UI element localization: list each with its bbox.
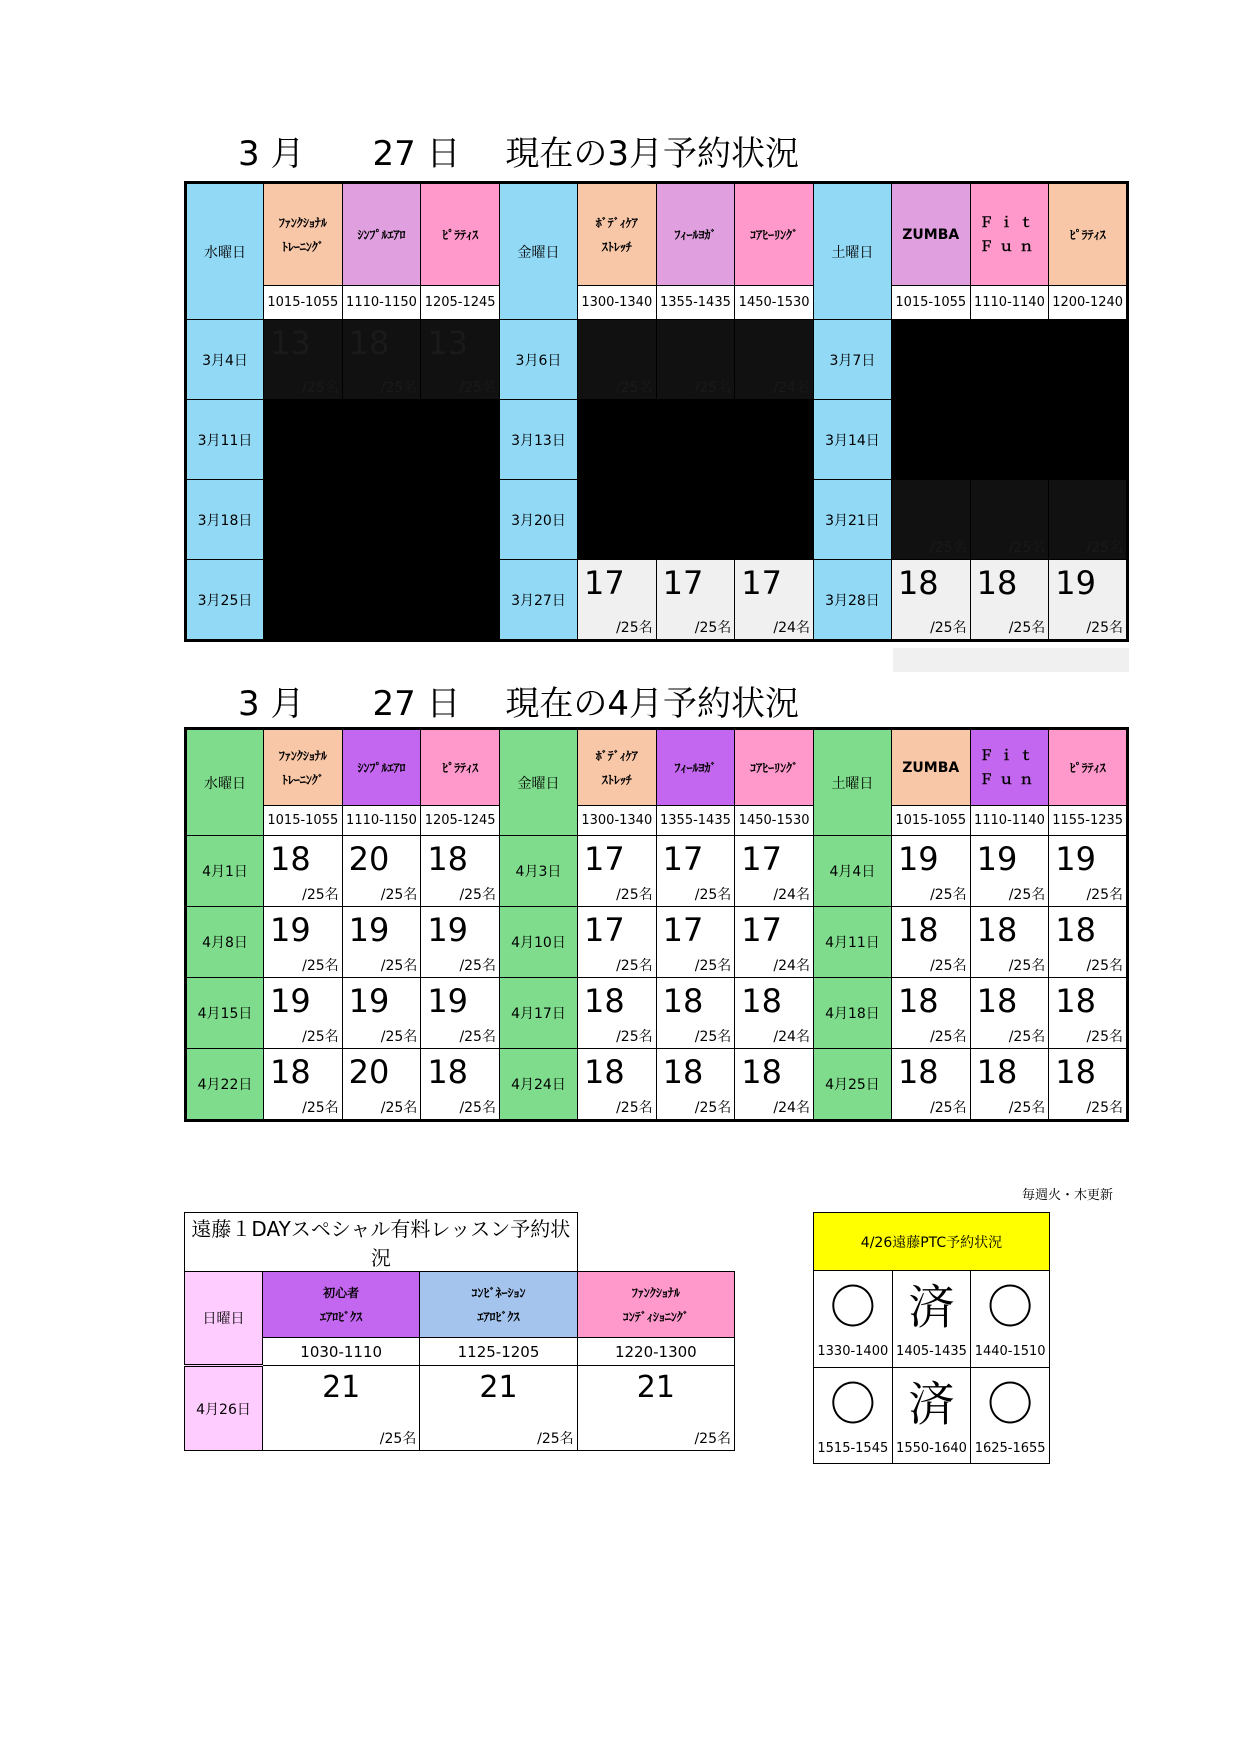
slot-capacity: /24名 xyxy=(773,958,810,974)
slot-cell xyxy=(577,480,656,560)
time: 1205-1245 xyxy=(421,286,500,320)
slot-cell xyxy=(577,320,656,400)
slot-cell xyxy=(891,560,970,641)
date: 3月13日 xyxy=(499,400,577,480)
slot-cell xyxy=(891,480,970,560)
slot-cell xyxy=(891,978,970,1049)
slot-capacity: /25名 xyxy=(1008,620,1046,636)
slot-cell xyxy=(342,480,421,560)
special-date: 4月26日 xyxy=(185,1366,263,1451)
slot-capacity: /24名 xyxy=(773,380,810,396)
march-title: 3 月 27 日 現在の3月予約状況 xyxy=(238,134,799,174)
slot-count: 18 xyxy=(583,1053,625,1091)
slot-capacity: /25名 xyxy=(930,620,967,636)
slot-capacity: /25名 xyxy=(302,1029,339,1045)
class-simple-aero: ｼﾝﾌﾟﾙｴｱﾛ xyxy=(342,183,421,286)
date: 3月14日 xyxy=(813,400,891,480)
slot-capacity: /25名 xyxy=(302,1100,339,1116)
day-sat: 土曜日 xyxy=(813,729,891,836)
slot-cell xyxy=(891,907,970,978)
slot-count: 19 xyxy=(1055,840,1096,878)
class-combination-aerobics: ｺﾝﾋﾞﾈｰｼｮﾝ ｴｱﾛﾋﾞｸｽ xyxy=(420,1272,577,1338)
class-zumba: ZUMBA xyxy=(891,183,970,286)
date: 3月4日 xyxy=(186,320,264,400)
slot-capacity: /25名 xyxy=(616,1100,653,1116)
slot-capacity: /25名 xyxy=(694,1029,732,1045)
slot-cell xyxy=(421,836,500,907)
time: 1110-1140 xyxy=(970,286,1049,320)
slot-cell xyxy=(421,1049,500,1121)
slot-count: 18 xyxy=(427,840,469,878)
time: 1125-1205 xyxy=(420,1338,577,1366)
slot-cell xyxy=(970,560,1049,641)
slot-capacity: /25名 xyxy=(616,958,653,974)
slot-capacity: /25名 xyxy=(930,1029,967,1045)
slot-count: 18 xyxy=(897,982,939,1020)
slot-cell xyxy=(342,560,421,641)
slot-cell xyxy=(342,1049,421,1121)
slot-count: 18 xyxy=(427,1053,469,1091)
slot-cell xyxy=(891,836,970,907)
slot-count: 18 xyxy=(662,982,704,1020)
date: 4月10日 xyxy=(499,907,577,978)
time: 1300-1340 xyxy=(577,286,656,320)
slot-count: 17 xyxy=(741,911,782,949)
slot-capacity: /25名 xyxy=(380,1100,418,1116)
spacer xyxy=(577,1213,734,1272)
class-feel-yoga: ﾌｨｰﾙﾖｶﾞ xyxy=(656,183,735,286)
slot-cell xyxy=(891,1049,970,1121)
slot-cell xyxy=(577,836,656,907)
day-sat: 土曜日 xyxy=(813,183,891,320)
date: 4月25日 xyxy=(813,1049,891,1121)
slot-cell xyxy=(1049,907,1128,978)
slot-capacity: /25名 xyxy=(302,380,339,396)
class-core-healing: ｺｱﾋｰﾘﾝｸﾞ xyxy=(735,183,814,286)
slot-cell xyxy=(970,978,1049,1049)
slot-cell xyxy=(656,320,735,400)
date: 3月7日 xyxy=(813,320,891,400)
ptc-time: 1625-1655 xyxy=(971,1434,1050,1464)
april-table xyxy=(184,727,1129,1122)
ptc-time: 1440-1510 xyxy=(971,1337,1050,1367)
date: 3月27日 xyxy=(499,560,577,641)
march-table xyxy=(184,181,1129,642)
time: 1300-1340 xyxy=(577,806,656,836)
slot-capacity: /24名 xyxy=(773,887,810,903)
slot-capacity: /25名 xyxy=(380,380,418,396)
class-functional-conditioning: ﾌｧﾝｸｼｮﾅﾙ ｺﾝﾃﾞｨｼｮﾆﾝｸﾞ xyxy=(577,1272,734,1338)
date: 4月8日 xyxy=(186,907,264,978)
slot-cell xyxy=(656,560,735,641)
date: 4月1日 xyxy=(186,836,264,907)
slot-cell xyxy=(1049,978,1128,1049)
slot-count: 18 xyxy=(1055,1053,1096,1091)
date: 3月28日 xyxy=(813,560,891,641)
ptc-title: 4/26遠藤PTC予約状況 xyxy=(814,1213,1050,1271)
slot-capacity: /24名 xyxy=(773,1029,810,1045)
slot-cell xyxy=(264,907,343,978)
slot-cell xyxy=(421,560,500,641)
slot-capacity: /25名 xyxy=(694,380,732,396)
slot-cell xyxy=(656,978,735,1049)
time: 1155-1235 xyxy=(1049,806,1128,836)
slot-count: 17 xyxy=(662,911,704,949)
slot-count: 18 xyxy=(348,324,390,362)
slot-cell xyxy=(263,1366,420,1451)
grey-strip xyxy=(893,648,1129,672)
time: 1030-1110 xyxy=(263,1338,420,1366)
date: 4月24日 xyxy=(499,1049,577,1121)
slot-cell xyxy=(342,320,421,400)
slot-capacity: /25名 xyxy=(694,1100,732,1116)
slot-capacity: /25名 xyxy=(1008,1100,1046,1116)
slot-cell xyxy=(577,907,656,978)
slot-capacity: /25名 xyxy=(459,958,496,974)
slot-capacity: /25名 xyxy=(537,1431,574,1447)
slot-count: 19 xyxy=(270,911,311,949)
slot-capacity: /25名 xyxy=(930,958,967,974)
slot-capacity: /25名 xyxy=(1008,958,1046,974)
slot-count: 18 xyxy=(976,982,1018,1020)
slot-cell xyxy=(577,400,656,480)
slot-capacity: /25名 xyxy=(1086,620,1123,636)
date: 3月18日 xyxy=(186,480,264,560)
slot-cell xyxy=(577,978,656,1049)
date: 4月15日 xyxy=(186,978,264,1049)
slot-capacity: /25名 xyxy=(1086,887,1123,903)
slot-cell xyxy=(1049,560,1128,641)
time: 1015-1055 xyxy=(264,806,343,836)
update-note: 毎週火・木更新 xyxy=(1022,1188,1114,1203)
slot-count: 19 xyxy=(348,982,390,1020)
time: 1110-1150 xyxy=(342,286,421,320)
time: 1015-1055 xyxy=(891,286,970,320)
class-fit-fun: Ｆｉｔ Ｆｕｎ xyxy=(970,183,1049,286)
slot-cell xyxy=(970,480,1049,560)
slot-count: 17 xyxy=(741,840,782,878)
slot-cell xyxy=(264,400,343,480)
slot-capacity: /25名 xyxy=(930,887,967,903)
slot-count: 19 xyxy=(976,840,1018,878)
slot-count: 18 xyxy=(662,1053,704,1091)
day-wed: 水曜日 xyxy=(186,183,264,320)
slot-cell xyxy=(264,1049,343,1121)
time: 1355-1435 xyxy=(656,286,735,320)
time: 1450-1530 xyxy=(735,286,814,320)
slot-cell xyxy=(735,1049,814,1121)
slot-capacity: /25名 xyxy=(694,958,732,974)
class-pilates-sat: ﾋﾟﾗﾃｨｽ xyxy=(1049,729,1128,806)
slot-count: 13 xyxy=(270,324,311,362)
slot-capacity: /24名 xyxy=(773,1100,810,1116)
slot-cell xyxy=(1049,836,1128,907)
slot-cell xyxy=(264,480,343,560)
date: 4月11日 xyxy=(813,907,891,978)
ptc-time: 1515-1545 xyxy=(814,1434,893,1464)
time: 1015-1055 xyxy=(891,806,970,836)
slot-capacity: /25名 xyxy=(694,620,732,636)
slot-cell xyxy=(735,836,814,907)
ptc-status: 〇 xyxy=(814,1271,893,1338)
day-fri: 金曜日 xyxy=(499,729,577,836)
slot-count: 18 xyxy=(741,982,782,1020)
slot-cell xyxy=(970,907,1049,978)
slot-capacity: /25名 xyxy=(1008,1029,1046,1045)
slot-cell xyxy=(891,400,970,480)
special-lesson-table xyxy=(184,1212,735,1451)
slot-count: 19 xyxy=(1055,564,1096,602)
class-pilates-sat: ﾋﾟﾗﾃｨｽ xyxy=(1049,183,1128,286)
date: 4月18日 xyxy=(813,978,891,1049)
slot-capacity: /25名 xyxy=(616,620,653,636)
slot-capacity: /25名 xyxy=(380,958,418,974)
slot-cell xyxy=(264,978,343,1049)
slot-capacity: /25名 xyxy=(1008,540,1046,556)
slot-cell xyxy=(342,978,421,1049)
slot-cell xyxy=(264,836,343,907)
time: 1110-1140 xyxy=(970,806,1049,836)
slot-capacity: /25名 xyxy=(302,958,339,974)
slot-cell xyxy=(421,320,500,400)
time: 1450-1530 xyxy=(735,806,814,836)
slot-cell xyxy=(656,480,735,560)
class-feel-yoga: ﾌｨｰﾙﾖｶﾞ xyxy=(656,729,735,806)
slot-cell xyxy=(656,1049,735,1121)
ptc-table xyxy=(813,1212,1050,1464)
slot-capacity: /25名 xyxy=(380,887,418,903)
slot-count: 17 xyxy=(662,840,704,878)
slot-count: 18 xyxy=(1055,911,1096,949)
slot-cell xyxy=(1049,1049,1128,1121)
slot-count: 21 xyxy=(479,1370,518,1405)
slot-capacity: /25名 xyxy=(459,1100,496,1116)
ptc-status: 〇 xyxy=(971,1271,1050,1338)
slot-cell xyxy=(970,320,1049,400)
slot-capacity: /25名 xyxy=(1008,887,1046,903)
ptc-status: 〇 xyxy=(814,1367,893,1434)
slot-cell xyxy=(1049,320,1128,400)
slot-cell xyxy=(735,560,814,641)
slot-cell xyxy=(970,400,1049,480)
slot-cell xyxy=(577,560,656,641)
slot-capacity: /25名 xyxy=(616,1029,653,1045)
slot-count: 18 xyxy=(583,982,625,1020)
slot-count: 18 xyxy=(270,1053,311,1091)
slot-count: 18 xyxy=(897,564,939,602)
slot-cell xyxy=(264,560,343,641)
slot-count: 21 xyxy=(322,1370,361,1405)
date: 4月3日 xyxy=(499,836,577,907)
slot-cell xyxy=(735,978,814,1049)
class-beginner-aerobics: 初心者 ｴｱﾛﾋﾞｸｽ xyxy=(263,1272,420,1338)
slot-cell xyxy=(342,907,421,978)
slot-cell xyxy=(421,480,500,560)
slot-capacity: /25名 xyxy=(459,1029,496,1045)
slot-cell xyxy=(421,400,500,480)
slot-capacity: /24名 xyxy=(773,620,810,636)
slot-count: 20 xyxy=(348,840,390,878)
ptc-time: 1550-1640 xyxy=(892,1434,971,1464)
slot-cell xyxy=(656,907,735,978)
class-functional: ﾌｧﾝｸｼｮﾅﾙ ﾄﾚｰﾆﾝｸﾞ xyxy=(264,183,343,286)
time: 1200-1240 xyxy=(1049,286,1128,320)
class-bodycare: ﾎﾞﾃﾞｨｹｱ ｽﾄﾚｯﾁ xyxy=(577,729,656,806)
slot-count: 18 xyxy=(976,1053,1018,1091)
date: 3月11日 xyxy=(186,400,264,480)
slot-cell xyxy=(970,836,1049,907)
time: 1015-1055 xyxy=(264,286,343,320)
slot-count: 18 xyxy=(897,911,939,949)
class-simple-aero: ｼﾝﾌﾟﾙｴｱﾛ xyxy=(342,729,421,806)
slot-capacity: /25名 xyxy=(1086,958,1123,974)
slot-count: 17 xyxy=(741,564,782,602)
slot-capacity: /25名 xyxy=(1086,1100,1123,1116)
slot-cell xyxy=(891,320,970,400)
slot-cell xyxy=(421,907,500,978)
special-title: 遠藤１DAYスペシャル有料レッスン予約状況 xyxy=(185,1213,578,1272)
slot-cell xyxy=(970,1049,1049,1121)
slot-capacity: /25名 xyxy=(930,1100,967,1116)
slot-capacity: /25名 xyxy=(616,887,653,903)
class-pilates: ﾋﾟﾗﾃｨｽ xyxy=(421,729,500,806)
ptc-status: 済 xyxy=(892,1367,971,1434)
date: 4月4日 xyxy=(813,836,891,907)
time: 1110-1150 xyxy=(342,806,421,836)
slot-count: 17 xyxy=(583,840,625,878)
date: 4月22日 xyxy=(186,1049,264,1121)
slot-count: 18 xyxy=(897,1053,939,1091)
slot-capacity: /25名 xyxy=(694,887,732,903)
date: 3月20日 xyxy=(499,480,577,560)
slot-cell xyxy=(656,400,735,480)
date: 3月25日 xyxy=(186,560,264,641)
slot-capacity: /25名 xyxy=(379,1431,417,1447)
class-functional: ﾌｧﾝｸｼｮﾅﾙ ﾄﾚｰﾆﾝｸﾞ xyxy=(264,729,343,806)
slot-count: 18 xyxy=(976,911,1018,949)
slot-cell xyxy=(342,836,421,907)
april-title: 3 月 27 日 現在の4月予約状況 xyxy=(238,684,799,724)
slot-cell xyxy=(656,836,735,907)
time: 1205-1245 xyxy=(421,806,500,836)
slot-cell xyxy=(342,400,421,480)
day-wed: 水曜日 xyxy=(186,729,264,836)
slot-cell xyxy=(735,400,814,480)
day-fri: 金曜日 xyxy=(499,183,577,320)
slot-cell xyxy=(421,978,500,1049)
slot-count: 17 xyxy=(583,911,625,949)
slot-cell xyxy=(577,1366,734,1451)
slot-count: 19 xyxy=(348,911,390,949)
date: 3月6日 xyxy=(499,320,577,400)
class-pilates: ﾋﾟﾗﾃｨｽ xyxy=(421,183,500,286)
slot-cell xyxy=(420,1366,577,1451)
class-fit-fun: Ｆｉｔ Ｆｕｎ xyxy=(970,729,1049,806)
slot-cell xyxy=(1049,400,1128,480)
time: 1355-1435 xyxy=(656,806,735,836)
slot-count: 13 xyxy=(427,324,469,362)
slot-count: 19 xyxy=(897,840,939,878)
slot-count: 18 xyxy=(976,564,1018,602)
class-core-healing: ｺｱﾋｰﾘﾝｸﾞ xyxy=(735,729,814,806)
slot-count: 19 xyxy=(270,982,311,1020)
slot-capacity: /25名 xyxy=(616,380,653,396)
slot-cell xyxy=(577,1049,656,1121)
slot-count: 17 xyxy=(583,564,625,602)
slot-count: 19 xyxy=(427,911,469,949)
slot-cell xyxy=(735,320,814,400)
ptc-status: 〇 xyxy=(971,1367,1050,1434)
ptc-status: 済 xyxy=(892,1271,971,1338)
slot-capacity: /25名 xyxy=(459,887,496,903)
slot-cell xyxy=(735,907,814,978)
class-bodycare: ﾎﾞﾃﾞｨｹｱ ｽﾄﾚｯﾁ xyxy=(577,183,656,286)
slot-count: 18 xyxy=(270,840,311,878)
slot-count: 19 xyxy=(427,982,469,1020)
special-day: 日曜日 xyxy=(185,1272,263,1366)
slot-capacity: /25名 xyxy=(930,540,967,556)
slot-cell xyxy=(1049,480,1128,560)
slot-count: 18 xyxy=(1055,982,1096,1020)
slot-count: 17 xyxy=(662,564,704,602)
slot-count: 21 xyxy=(636,1370,675,1405)
slot-capacity: /25名 xyxy=(380,1029,418,1045)
ptc-time: 1330-1400 xyxy=(814,1337,893,1367)
slot-cell xyxy=(735,480,814,560)
time: 1220-1300 xyxy=(577,1338,734,1366)
slot-count: 18 xyxy=(741,1053,782,1091)
class-zumba: ZUMBA xyxy=(891,729,970,806)
date: 3月21日 xyxy=(813,480,891,560)
slot-capacity: /25名 xyxy=(459,380,496,396)
date: 4月17日 xyxy=(499,978,577,1049)
slot-capacity: /25名 xyxy=(694,1431,731,1447)
slot-capacity: /25名 xyxy=(302,887,339,903)
slot-count: 20 xyxy=(348,1053,390,1091)
ptc-time: 1405-1435 xyxy=(892,1337,971,1367)
slot-capacity: /25名 xyxy=(1086,1029,1123,1045)
slot-cell xyxy=(264,320,343,400)
slot-capacity: /25名 xyxy=(1086,540,1123,556)
